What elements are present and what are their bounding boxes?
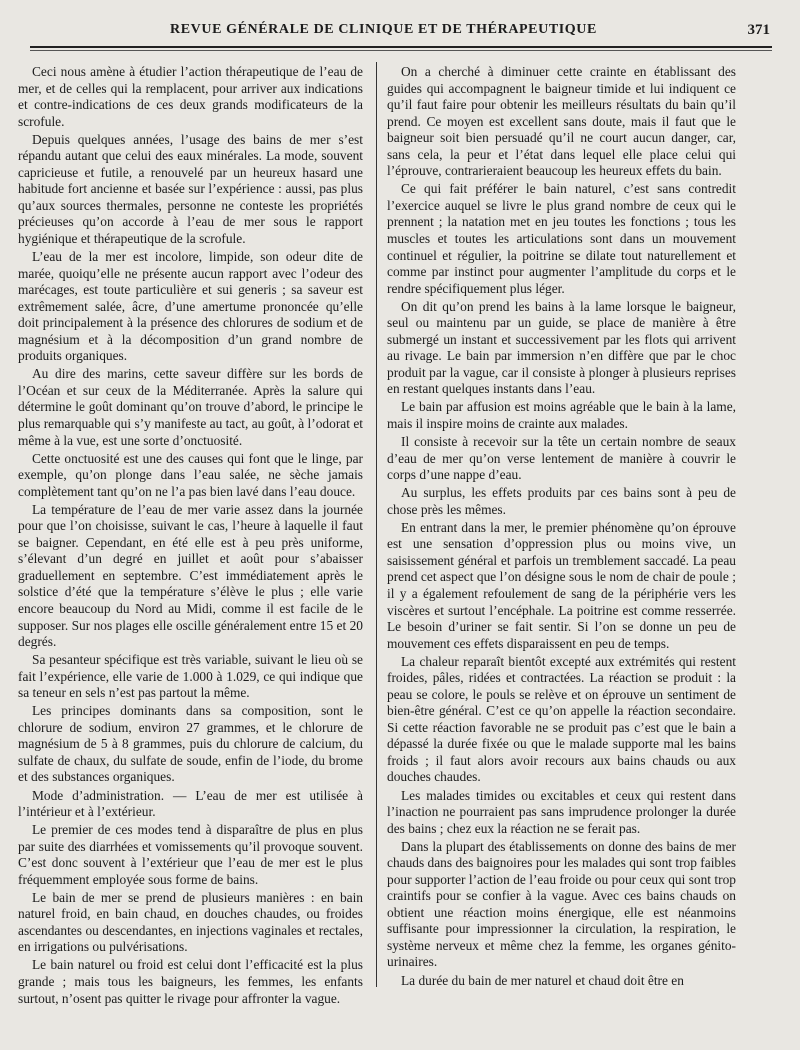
header-rule-thin: [30, 50, 772, 51]
paragraph: Il consiste à recevoir sur la tête un certain nombre de seaux d’eau de mer qu’on verse lentement de manière à couvrir le corps d’une nappe d’eau.: [387, 434, 736, 483]
paragraph: Les malades timides ou excitables et ceux qui restent dans l’inaction ne pourraient pas sans imprudence prolonger la durée des bains ; chez eux la réaction ne se ferait pas.: [387, 787, 736, 836]
right-column: [387, 64, 736, 991]
section-paragraph: Mode d’administration. — L’eau de mer est utilisée à l’intérieur et à l’extérieur.: [18, 787, 363, 820]
paragraph: Le premier de ces modes tend à disparaître de plus en plus par suite des diarrhées et vomissements qu’il provoque souvent. C’est donc souvent à l’extérieur que l’eau de mer est le plus fréquemment employée sous forme de bains.: [18, 822, 363, 887]
paragraph: Le bain par affusion est moins agréable que le bain à la lame, mais il inspire moins de crainte aux malades.: [387, 399, 736, 431]
paragraph: Le bain de mer se prend de plusieurs manières : en bain naturel froid, en bain chaud, en douches chaudes, ou froides ascendantes ou descendantes, en injections vaginales et rectales, en irrigations ou pulvérisations.: [18, 889, 363, 955]
column-divider: [376, 62, 377, 987]
paragraph: Ce qui fait préférer le bain naturel, c’est sans contredit l’exercice auquel se livre le plus grand nombre de ceux qui le prennent ; la natation met en jeu toutes les fonctions ; tous les muscles et toutes les articulations sont dans un mouvement continuel et régulier, la poitrine se dilate tout naturellement et comme par instinct pour augmenter l’amplitude du corps et le rendre spécifiquement plus léger.: [387, 181, 736, 296]
paragraph: On a cherché à diminuer cette crainte en établissant des guides qui accompagnent le baigneur timide et lui indiquent ce qu’il faut faire pour obtenir les meilleurs résultats du bain qu’il prend. Ce moyen est excellent sans doute, mais il faut que le baigneur soit bien persuadé qu’il ne court aucun danger, car, sans cela, la peur et l’état dans lequel elle place celui qui l’éprouve, contrarieraient beaucoup les heureux effets du bain.: [387, 64, 736, 179]
paragraph: La durée du bain de mer naturel et chaud doit être en: [401, 972, 684, 988]
running-header: [30, 18, 772, 48]
paragraph: L’eau de la mer est incolore, limpide, son odeur dite de marée, quoiqu’elle ne présente aucun rapport avec l’odeur des marécages, est toute particulière et sui generis ; sa saveur est extrêmement salée, âcre, d’une amertume prononcée qu’elle doit principalement à la présence des chlorures de sodium et de magnésium et à la décomposition d’un grand nombre de produits organiques.: [18, 249, 363, 364]
paragraph: Depuis quelques années, l’usage des bains de mer s’est répandu autant que celui des eaux minérales. La mode, souvent capricieuse et futile, a renouvelé par un heureux hasard une habitude fort ancienne et basée sur l’expérience : aussi, pas plus qu’aux sources thermales, personne ne conteste les propriétés précieuses qu’on accorde à l’eau de mer sous le rapport hygiénique et thérapeutique de la scrofule.: [18, 131, 363, 246]
paragraph: Le bain naturel ou froid est celui dont l’efficacité est la plus grande ; mais tous les baigneurs, les femmes, les enfants surtout, n’osent pas quitter le rivage pour affronter la vague.: [18, 957, 363, 1006]
paragraph: La température de l’eau de mer varie assez dans la journée pour que l’on choisisse, suivant le cas, l’heure à laquelle il faut se baigner. Cependant, en été elle est à peu près uniforme, s’élevant d’un degré en juillet et août pour s’abaisser graduellement en septembre. C’est immédiatement après le solstice d’été que la température s’élève le plus ; elle varie encore beaucoup du Nord au Midi, comme il est facile de le supposer. Sur nos plages elle oscille généralement entre 15 et 20 degrés.: [18, 501, 363, 650]
paragraph: La chaleur reparaît bientôt excepté aux extrémités qui restent froides, pâles, ridées et contractées. La réaction se produit : la peau se colore, le pouls se relève et on éprouve un sentiment de bien-être général. C’est ce qu’on appelle la réaction secondaire. Si cette réaction favorable ne se produit pas c’est que le bain a dépassé la durée fixée ou que le malade supporte mal les bains froids ; il faut alors avoir recours aux bains chauds ou aux douches chaudes.: [387, 653, 736, 785]
paragraph: Au dire des marins, cette saveur diffère sur les bords de l’Océan et sur ceux de la Méditerranée. Après la salure qui détermine le goût dominant qu’on trouve d’abord, le principe le plus remarquable qui s’y manifeste au tact, au goût, à l’odorat et même à la vue, est une sorte d’onctuosité.: [18, 366, 363, 448]
paragraph: Au surplus, les effets produits par ces bains sont à peu de chose près les mêmes.: [387, 485, 736, 517]
page-number: 371: [747, 22, 770, 38]
header-rule: [30, 46, 772, 48]
paragraph: Cette onctuosité est une des causes qui font que le linge, par exemple, qu’on plonge dans l’eau salée, ne sèche jamais complètement tant qu’on ne l’a pas bien lavé dans l’eau douce.: [18, 450, 363, 499]
running-title: REVUE GÉNÉRALE DE CLINIQUE ET DE THÉRAPEUTIQUE: [170, 22, 597, 37]
paragraph: Les principes dominants dans sa composition, sont le chlorure de sodium, environ 27 grammes, et le chlorure de magnésium de 5 à 8 grammes, puis du chlorure de calcium, du sulfate de chaux, du sulfate de soude, enfin de l’iode, du brome et des substances organiques.: [18, 703, 363, 785]
paragraph: Sa pesanteur spécifique est très variable, suivant le lieu où se fait l’expérience, elle varie de 1.000 à 1.029, ce qui indique que sa teneur en sels n’est pas partout la même.: [18, 652, 363, 701]
paragraph: Dans la plupart des établissements on donne des bains de mer chauds dans des baignoires pour les malades qui sont trop faibles pour supporter l’action de l’eau froide ou pour ceux qui sont trop craintifs pour se confier à la vague. Avec ces bains chauds on obtient une réaction moins énergique, elle est néanmoins suffisante pour impressionner la circulation, la respiration, le système nerveux et même chez la femme, les organes génito-urinaires.: [387, 838, 736, 970]
left-column: [18, 64, 363, 1009]
paragraph: On dit qu’on prend les bains à la lame lorsque le baigneur, seul ou maintenu par un guide, se place de manière à être submergé un instant et successivement par les flots qui arrivent au rivage. Le bain par immersion n’en diffère que par le choc produit par la vague, car il consiste à plonger à plusieurs reprises en restant quelques instants dans l’eau.: [387, 298, 736, 397]
paragraph: En entrant dans la mer, le premier phénomène qu’on éprouve est une sensation d’oppression plus ou moins vive, un saisissement général et parfois un tremblement saccadé. La peau prend cet aspect que l’on désigne sous le nom de chair de poule ; il y a également refoulement de sang de la périphérie vers les viscères et surtout l’encéphale. La poitrine est comme resserrée. Le besoin d’uriner se fait sentir. Si l’on se donne un peu de mouvement ces effets disparaissent en peu de temps.: [387, 519, 736, 651]
paragraph: Ceci nous amène à étudier l’action thérapeutique de l’eau de mer, et de celles qui la remplacent, pour arriver aux indications et contre-indications de ces deux grands modificateurs de la scrofule.: [18, 64, 363, 129]
